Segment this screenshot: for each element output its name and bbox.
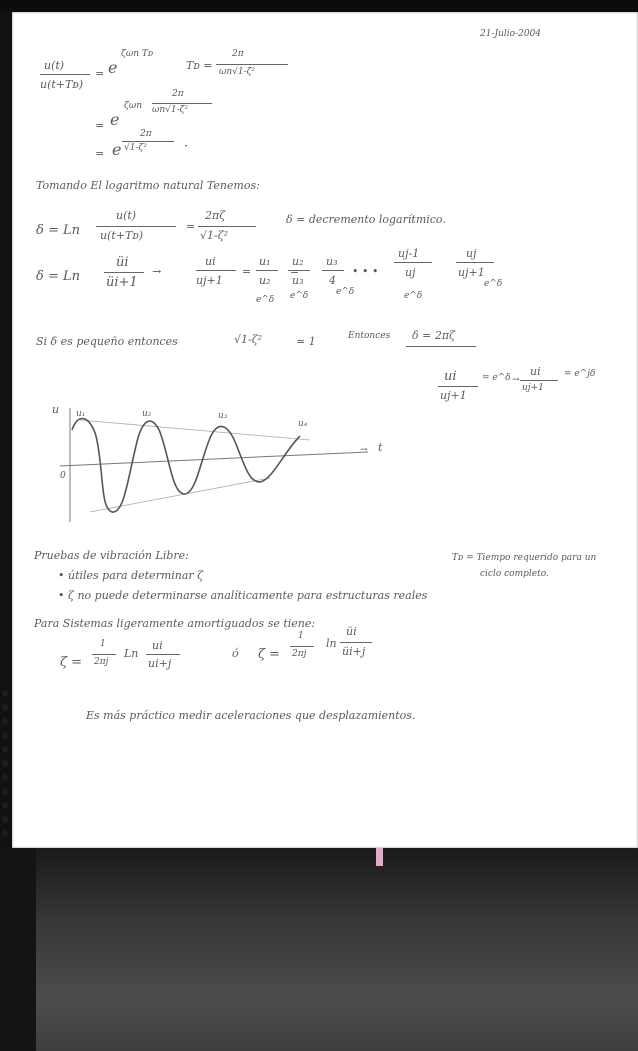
scanned-page: 21-Julio-2004 u(t) u(t+Tᴅ) = e ζωn Tᴅ Tᴅ = 2π ωn√1-ζ² = e ζωn 2π ωn√1-ζ² = e 2π √1-ζ² · Tomando El logaritmo natural Tenemos: δ = Ln u(t) u(t+Tᴅ) = 2πζ √1-ζ² δ = decremento logarítmico. δ = Ln üi üi+1 → ui uj+1 = u₁ u₂ = u₂ u₃ u₃ 4 • • • uj-1 uj uj uj+1 e^δ e^δ e^δ e^δ e^δ Si δ es pequeño entonces √1-ζ² ≃ 1 Entonces δ = 2πζ ui uj+1 = e^δ → ui uj+1 = e^jδ u u₁ u₂ u₃ u₄ → t 0 Pruebas de vibración Libre: • útiles para determinar ζ • ζ no puede determinarse analíticamente para estructuras reales Tᴅ = Tiempo requerido para un ciclo completo. Para Sistemas ligeramente amortiguados se tiene: ζ = 1 2πj Ln ui ui+j ó ζ = 1 2πj ln üi üi+j Es más práctico medir aceleraciones que desplazamientos. xyxy=(0,0,638,1051)
graph-y-label: u xyxy=(52,403,60,416)
result-delta: δ = 2πζ xyxy=(412,329,456,342)
eq1-exponent: ζωn Tᴅ xyxy=(121,49,154,59)
para-text: Para Sistemas ligeramente amortiguados se tiene: xyxy=(34,617,316,630)
small-delta-text: Si δ es pequeño entonces xyxy=(36,335,178,348)
pruebas-title: Pruebas de vibración Libre: xyxy=(34,549,189,562)
td-note: Tᴅ = Tiempo requerido para un xyxy=(452,553,597,563)
decrement-note: δ = decremento logarítmico. xyxy=(286,213,446,226)
pruebas-bullet-1: • útiles para determinar ζ xyxy=(58,569,204,582)
eq1-lhs-denominator: u(t+Tᴅ) xyxy=(40,78,84,91)
tomando-text: Tomando El logaritmo natural Tenemos: xyxy=(36,179,260,192)
graph-origin: 0 xyxy=(60,471,66,481)
closing-text: Es más práctico medir aceleraciones que desplazamientos. xyxy=(86,709,416,722)
peak-label: u₂ xyxy=(142,409,152,419)
date: 21-Julio-2004 xyxy=(480,29,542,39)
eq1-lhs-numerator: u(t) xyxy=(44,59,65,72)
peak-label: u₁ xyxy=(76,409,86,419)
graph-x-label: t xyxy=(378,441,383,454)
td-definition: Tᴅ = xyxy=(186,59,213,72)
peak-label: u₄ xyxy=(298,419,308,429)
peak-label: u₃ xyxy=(218,411,228,421)
pruebas-bullet-2: • ζ no puede determinarse analíticamente para estructuras reales xyxy=(58,589,428,602)
